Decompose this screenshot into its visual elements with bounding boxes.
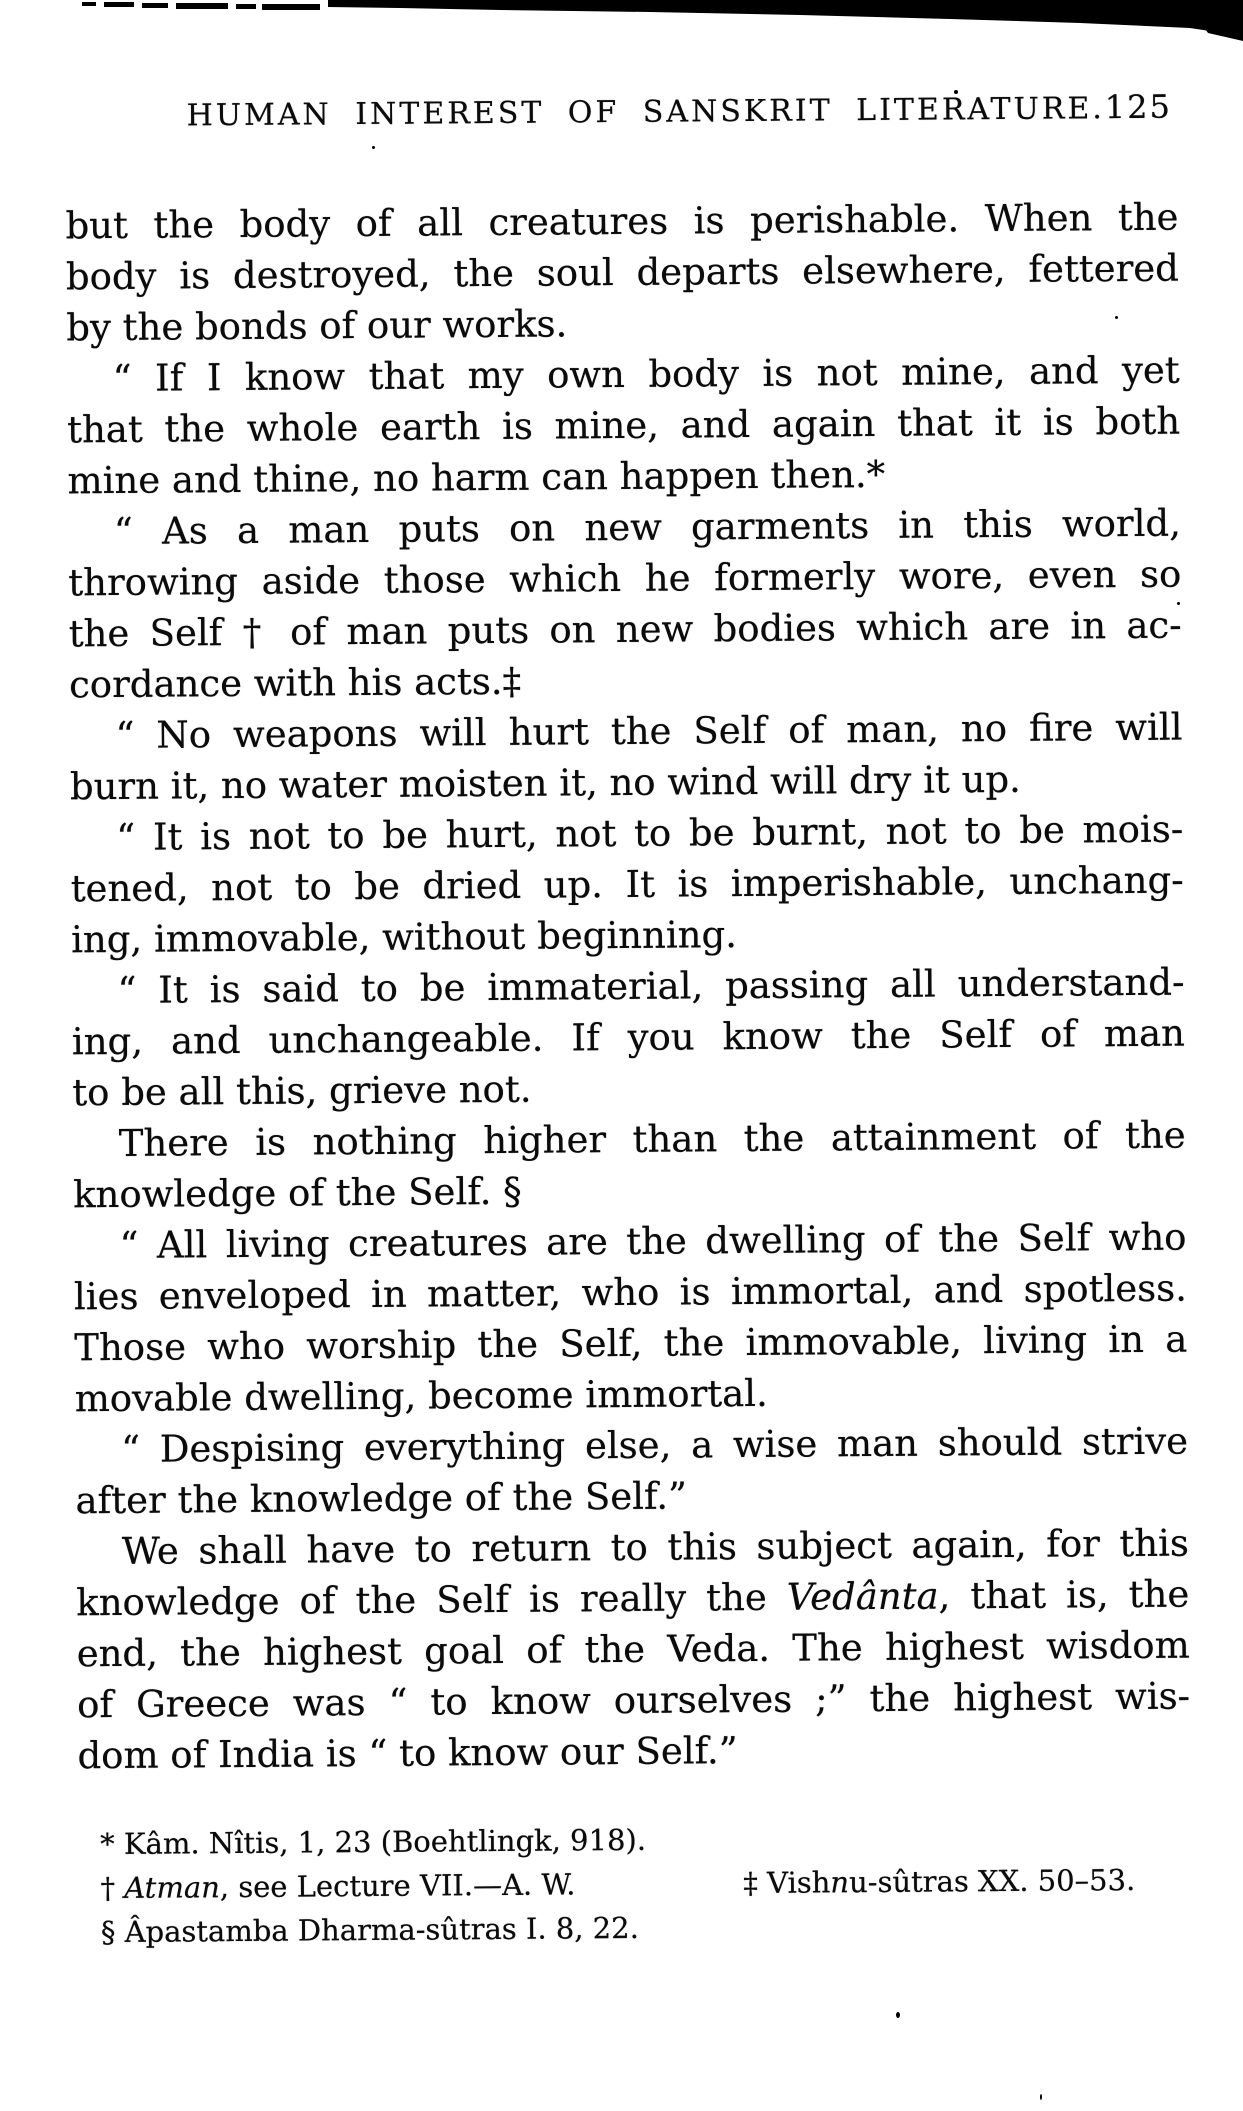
text-segment: * Kâm. Nîtis, 1, 23 (Boehtlingk, 918). — [100, 1822, 647, 1862]
text-line — [71, 957, 1184, 1017]
running-header — [70, 87, 1173, 135]
footnote-left — [100, 1862, 575, 1910]
text-segment: † — [100, 1870, 125, 1906]
text-segment: dom of India is “ to know our Self.” — [77, 1729, 738, 1778]
text-line — [71, 855, 1184, 915]
text-line — [76, 1569, 1189, 1629]
text-segment: ing, immovable, without beginning. — [70, 913, 738, 962]
footnotes — [100, 1814, 1193, 1955]
text-line — [73, 1161, 1186, 1221]
text-line — [66, 243, 1179, 303]
text-line — [73, 1110, 1186, 1170]
text-segment: “ All living creatures are the dwelling of the Self who — [119, 1215, 1187, 1267]
text-line — [71, 906, 1184, 966]
text-line — [67, 447, 1180, 507]
footnote-line — [101, 1902, 1193, 1955]
text-segment: “ If I know that my own body is not mine, and yet — [112, 348, 1180, 400]
text-segment: knowledge of the Self is really the — [76, 1575, 788, 1625]
text-line — [65, 192, 1178, 252]
text-segment: , that is, the — [938, 1572, 1190, 1618]
text-line — [77, 1671, 1190, 1731]
text-line — [70, 804, 1183, 864]
text-segment: body is destroyed, the soul departs elsewhere, fettered — [65, 246, 1180, 299]
text-line — [76, 1518, 1189, 1578]
text-line — [67, 396, 1180, 456]
text-line — [77, 1722, 1190, 1782]
text-segment: after the knowledge of the Self.” — [75, 1474, 688, 1523]
text-segment: u-sûtras XX. 50–53. — [848, 1862, 1136, 1900]
text-segment: ‡ Vish — [743, 1865, 831, 1901]
text-line — [75, 1416, 1188, 1476]
text-segment: end, the highest goal of the Veda. The highest wisdom — [76, 1623, 1190, 1676]
text-segment: mine and thine, no harm can happen then.* — [67, 452, 886, 503]
text-line — [69, 600, 1182, 660]
text-segment: to be all this, grieve not. — [72, 1067, 532, 1115]
text-line — [72, 1059, 1185, 1119]
text-segment: the Self † of man puts on new bodies which are in ac- — [68, 603, 1182, 656]
text-line — [69, 651, 1182, 711]
text-segment: throwing aside those which he formerly wore, even so — [68, 552, 1182, 605]
text-line — [75, 1467, 1188, 1527]
text-segment: cordance with his acts.‡ — [68, 659, 522, 707]
text-segment: of Greece was “ to know ourselves ;” the highest wis- — [76, 1674, 1191, 1727]
text-segment: lies enveloped in matter, who is immortal, and spotless. — [73, 1266, 1188, 1319]
text-segment: § Âpastamba Dharma-sûtras I. 8, 22. — [100, 1910, 639, 1950]
text-segment: but the body of all creatures is perishable. When the — [65, 195, 1179, 248]
text-segment: “ As a man puts on new garments in this world, — [113, 501, 1182, 553]
footnote-line — [100, 1858, 1192, 1911]
text-segment: tened, not to be dried up. It is imperishable, unchang- — [70, 858, 1184, 911]
text-segment: movable dwelling, become immortal. — [74, 1371, 768, 1421]
text-segment: “ It is said to be immaterial, passing all understand- — [117, 960, 1185, 1012]
text-line — [68, 549, 1181, 609]
text-line — [70, 753, 1183, 813]
text-segment: We shall have to return to this subject again, for this — [121, 1521, 1190, 1573]
text-line — [74, 1263, 1187, 1323]
text-segment: There is nothing higher than the attainment of the — [118, 1113, 1186, 1165]
text-segment: burn it, no water moisten it, no wind will dry it up. — [69, 757, 1022, 809]
text-line — [77, 1620, 1190, 1680]
text-line — [73, 1212, 1186, 1272]
text-segment: knowledge of the Self. § — [72, 1169, 522, 1217]
text-segment: ing, and unchangeable. If you know the Self of man — [71, 1011, 1186, 1064]
text-segment: “ It is not to be hurt, not to be burnt, not to be mois- — [116, 807, 1184, 859]
italic-text: Vedânta — [786, 1574, 939, 1619]
text-line — [68, 498, 1181, 558]
text-line — [69, 702, 1182, 762]
running-header-title: HUMAN INTEREST OF SANSKRIT LITERATURE. — [186, 91, 1105, 134]
italic-text: Atman — [124, 1870, 220, 1905]
text-segment: “ Despising everything else, a wise man should strive — [120, 1419, 1189, 1471]
text-segment: , see Lecture VII.—A. W. — [219, 1867, 576, 1905]
italic-text: n — [830, 1865, 850, 1900]
text-segment: Those who worship the Self, the immovable, living in a — [74, 1317, 1188, 1370]
text-line — [67, 345, 1180, 405]
text-line — [72, 1008, 1185, 1068]
text-segment: “ No weapons will hurt the Self of man, no fire will — [115, 705, 1183, 757]
body-text — [65, 192, 1190, 1782]
text-line — [74, 1314, 1187, 1374]
text-line — [75, 1365, 1188, 1425]
text-line — [66, 294, 1179, 354]
footnote-right — [743, 1858, 1135, 1905]
text-segment: by the bonds of our works. — [66, 302, 568, 350]
text-segment: that the whole earth is mine, and again that it is both — [66, 399, 1181, 452]
page-number: 125 — [1104, 87, 1173, 127]
